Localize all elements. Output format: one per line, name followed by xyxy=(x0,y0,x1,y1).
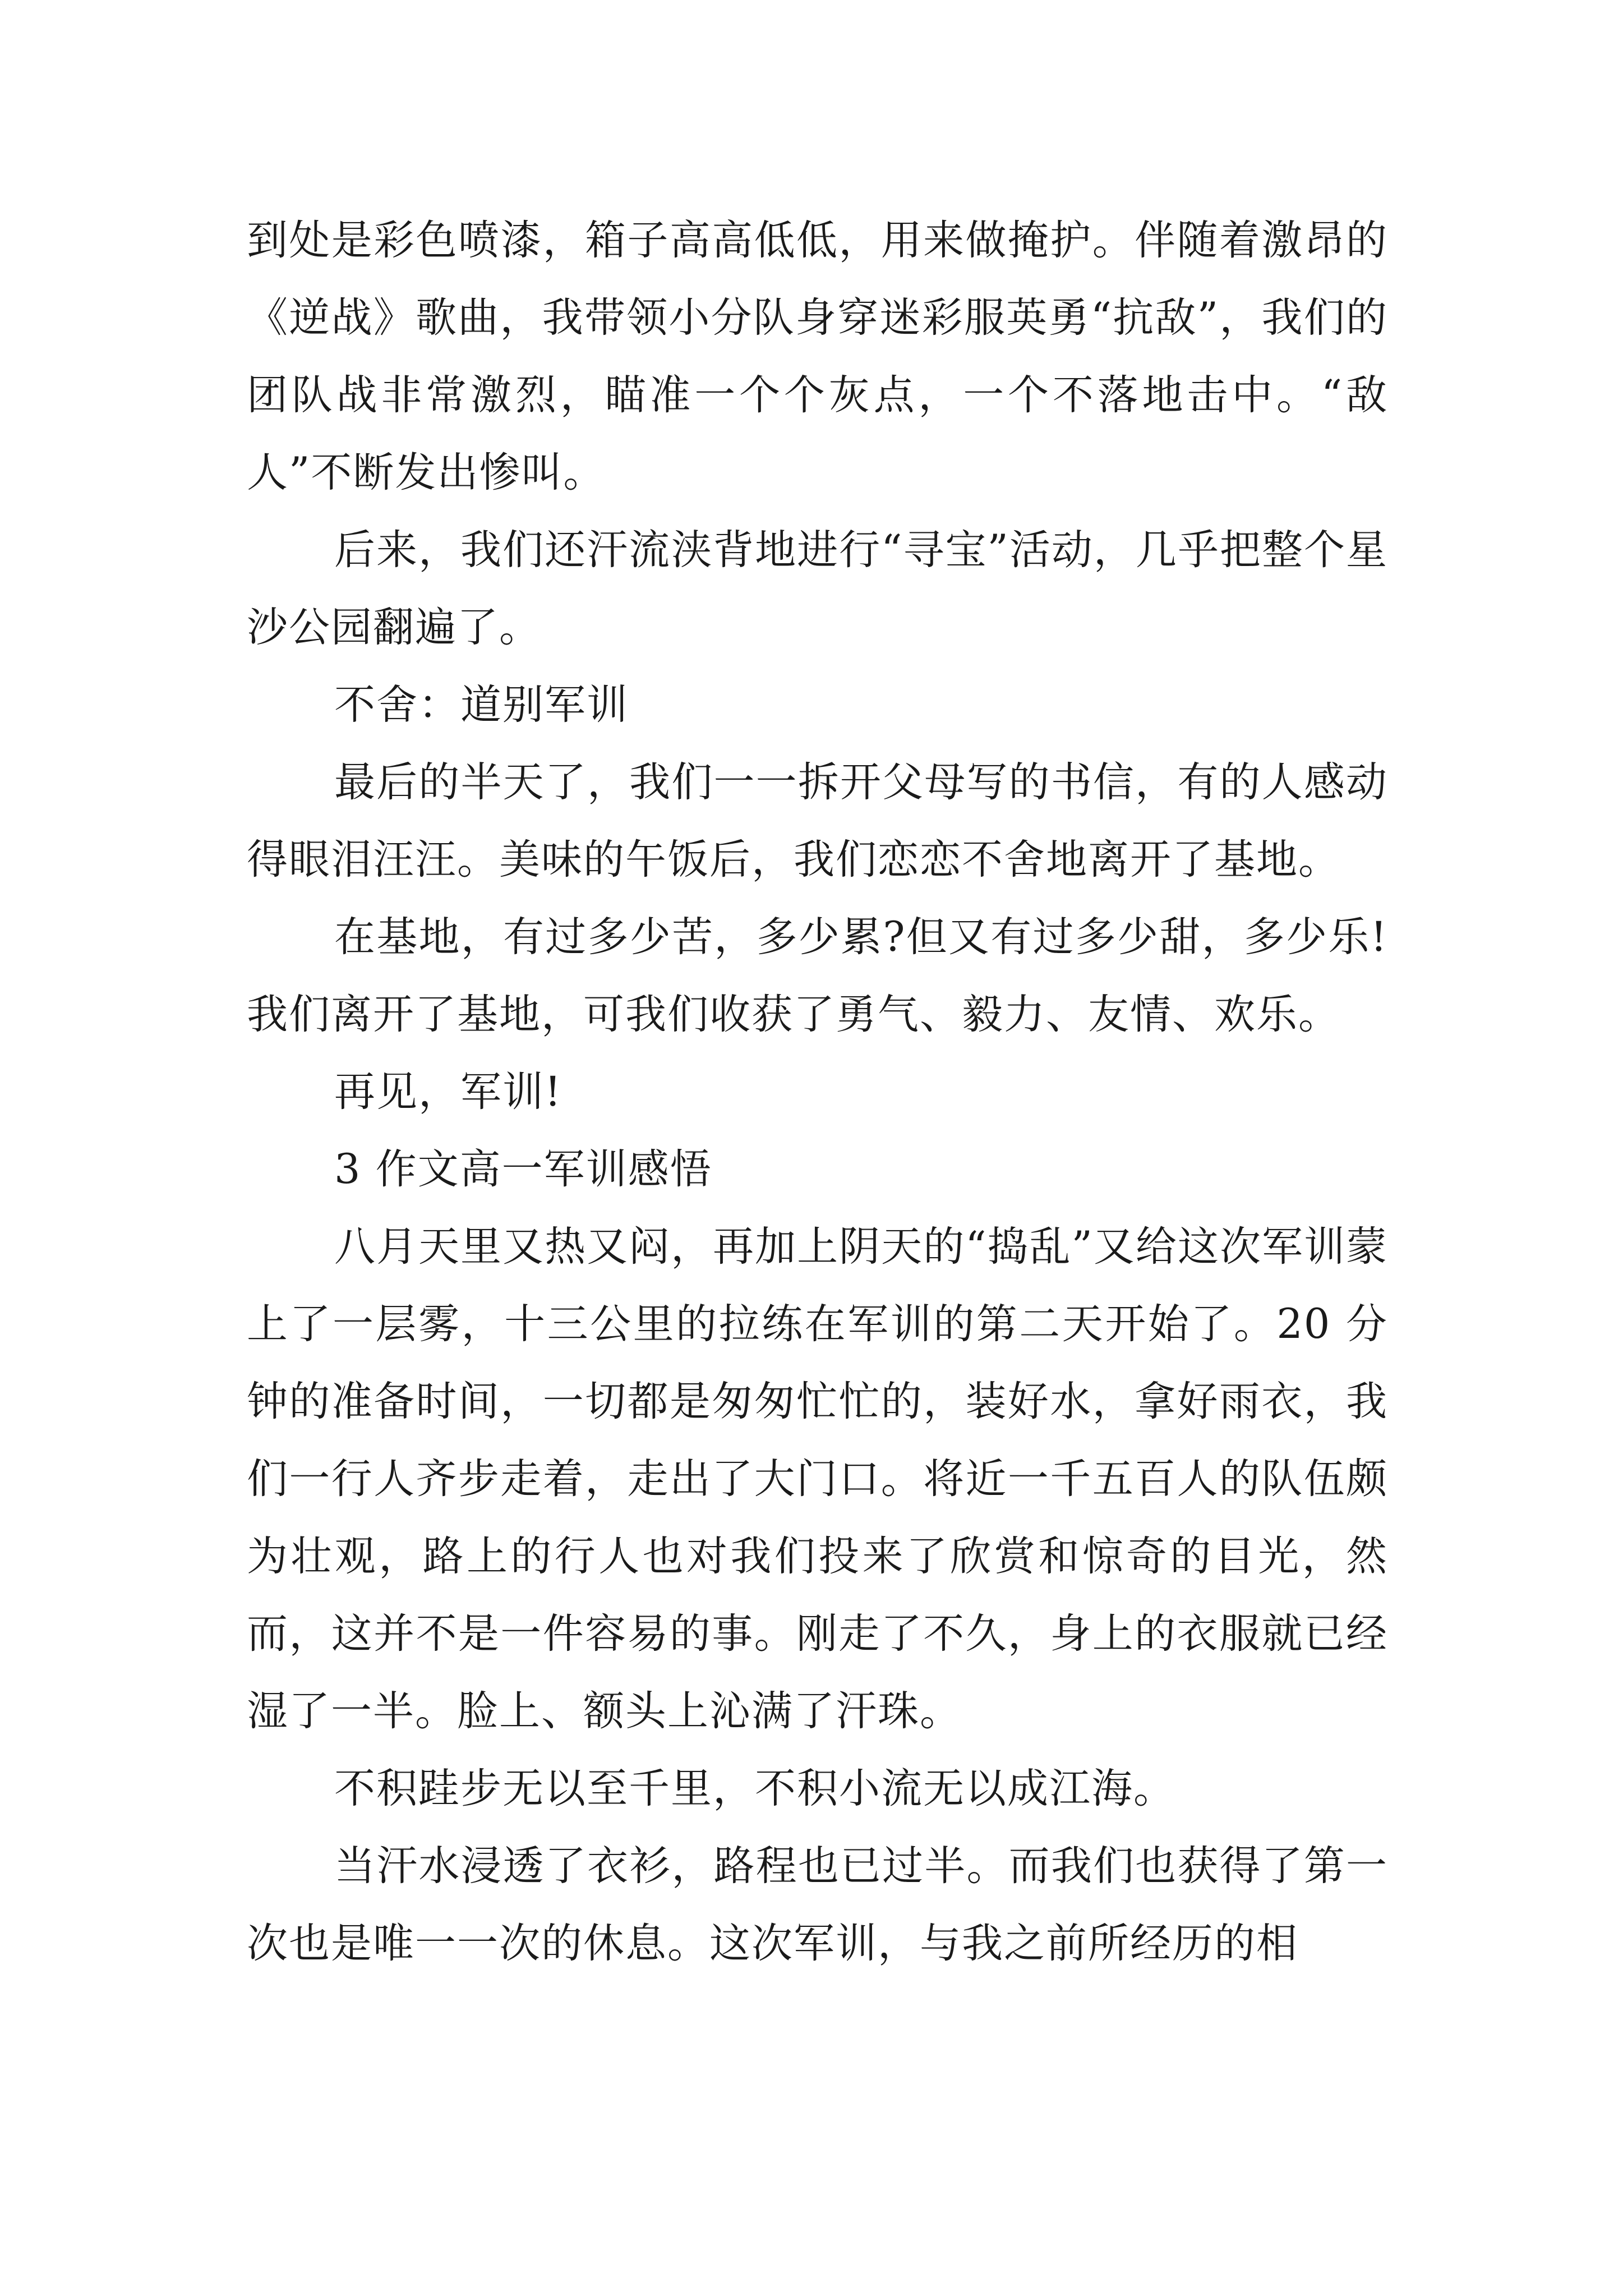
paragraph-1: 到处是彩色喷漆，箱子高高低低，用来做掩护。伴随着激昂的《逆战》歌曲，我带领小分队身穿迷彩服英勇“抗敌”，我们的团队战非常激烈，瞄准一个个灰点，一个不落地击中。“敌人”不断发出惨叫。 xyxy=(247,217,1388,496)
paragraph-7: 不积跬步无以至千里，不积小流无以成江海。 xyxy=(334,1765,1175,1812)
paragraph-6: 八月天里又热又闷，再加上阴天的“捣乱”又给这次军训蒙上了一层雾，十三公里的拉练在军训的第二天开始了。20 分钟的准备时间，一切都是匆匆忙忙的，装好水，拿好雨衣，我们一行人齐步走着，走出了大门口。将近一千五百人的队伍颇为壮观，路上的行人也对我们投来了欣赏和惊奇的目光，然而，这并不是一件容易的事。刚走了不久，身上的衣服就已经湿了一半。脸上、额头上沁满了汗珠。 xyxy=(247,1223,1388,1735)
paragraph-3: 最后的半天了，我们一一拆开父母写的书信，有的人感动得眼泪汪汪。美味的午饭后，我们恋恋不舍地离开了基地。 xyxy=(247,758,1388,884)
paragraph-4: 在基地，有过多少苦，多少累?但又有过多少甜，多少乐!我们离开了基地，可我们收获了勇气、毅力、友情、欢乐。 xyxy=(247,913,1388,1038)
essay-title: 3 作文高一军训感悟 xyxy=(334,1145,712,1193)
section-heading-farewell: 不舍：道别军训 xyxy=(334,681,629,729)
paragraph-2: 后来，我们还汗流浃背地进行“寻宝”活动，几乎把整个星沙公园翻遍了。 xyxy=(247,526,1388,651)
paragraph-5: 再见，军训! xyxy=(334,1068,562,1116)
paragraph-8: 当汗水浸透了衣衫，路程也已过半。而我们也获得了第一次也是唯一一次的休息。这次军训，与我之前所经历的相 xyxy=(247,1842,1388,1967)
document-body xyxy=(247,202,1388,1982)
